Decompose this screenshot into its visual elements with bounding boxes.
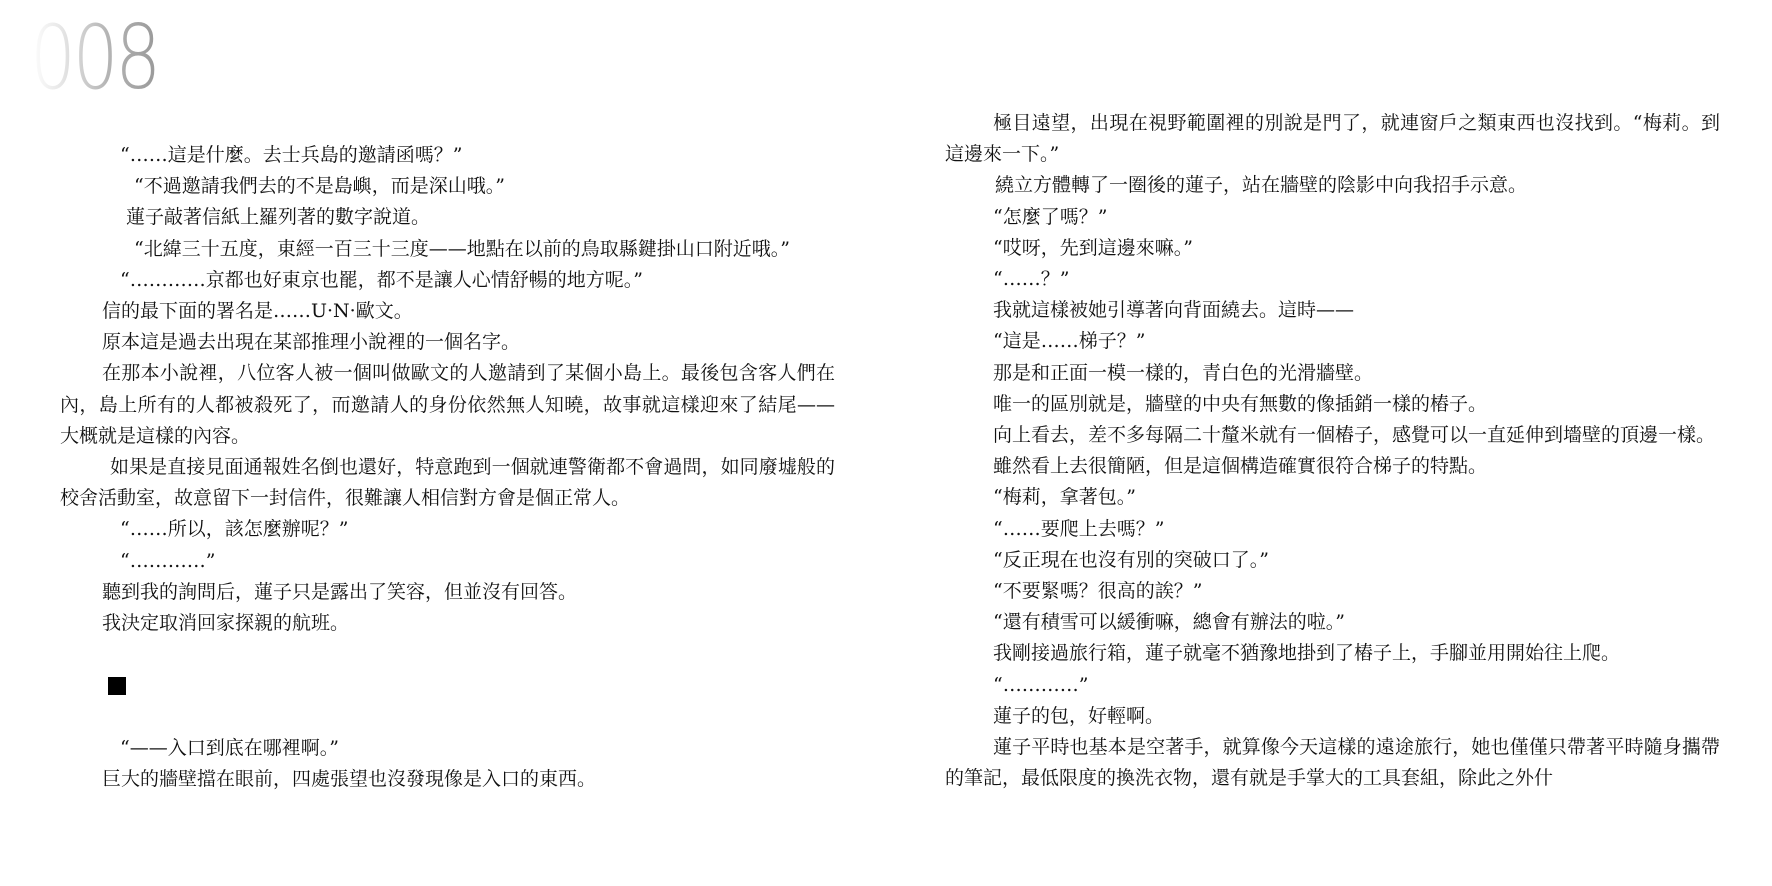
paragraph: 我剛接過旅行箱，蓮子就毫不猶豫地掛到了樁子上，手腳並用開始往上爬。: [993, 642, 1621, 665]
section-break: [60, 670, 835, 701]
paragraph: “……所以，該怎麼辦呢？”: [120, 518, 349, 541]
paragraph: “怎麼了嗎？”: [993, 205, 1108, 228]
paragraph: “梅莉，拿著包。”: [993, 486, 1136, 509]
paragraph: 向上看去，差不多每隔二十釐米就有一個樁子，感覺可以一直延伸到墻壁的頂邊一樣。: [993, 424, 1716, 447]
paragraph: 原本這是過去出現在某部推理小說裡的一個名字。: [102, 331, 521, 354]
paragraph: “……這是什麼。去士兵島的邀請函嗎？”: [120, 144, 463, 166]
paragraph: “——入口到底在哪裡啊。”: [120, 736, 339, 759]
left-column: [60, 140, 835, 795]
paragraph: 聽到我的詢問后，蓮子只是露出了笑容，但並沒有回答。: [102, 580, 578, 603]
page-number: 008: [30, 6, 158, 109]
section-gap: [60, 702, 835, 733]
paragraph: 那是和正面一模一樣的，青白色的光滑牆壁。: [993, 361, 1374, 384]
section-gap: [60, 639, 835, 670]
right-column: [945, 108, 1720, 794]
paragraph: “……要爬上去嗎？”: [993, 517, 1165, 540]
paragraph: 蓮子平時也基本是空著手，就算像今天這樣的遠途旅行，她也僅僅只帶著平時隨身攜帶的筆記，最低限度的換洗衣物，還有就是手掌大的工具套組，除此之外什: [945, 736, 1720, 790]
paragraph: “…………”: [993, 673, 1089, 696]
paragraph: “反正現在也沒有別的突破口了。”: [993, 548, 1269, 571]
paragraph: 在那本小說裡，八位客人被一個叫做歐文的人邀請到了某個小島上。最後包含客人們在內，島上所有的人都被殺死了，而邀請人的身份依然無人知曉，故事就這樣迎來了結尾——大概就是這樣的內容。: [60, 362, 835, 447]
paragraph: 信的最下面的署名是……U·N·歐文。: [102, 300, 413, 323]
paragraph: “還有積雪可以緩衝嘛，總會有辦法的啦。”: [993, 611, 1345, 634]
paragraph: “北緯三十五度，東經一百三十三度——地點在以前的鳥取縣鍵掛山口附近哦。”: [134, 237, 790, 260]
paragraph: 蓮子敲著信紙上羅列著的數字說道。: [126, 206, 431, 229]
paragraph: 極目遠望，出現在視野範圍裡的別說是門了，就連窗戶之類東西也沒找到。“梅莉。到這邊來一下。”: [945, 112, 1720, 166]
paragraph: “不要緊嗎？很高的誒？”: [993, 580, 1203, 603]
paragraph: 如果是直接見面通報姓名倒也還好，特意跑到一個就連警衛都不會過問，如同廢墟般的校舍活動室，故意留下一封信件，很難讓人相信對方會是個正常人。: [60, 456, 835, 510]
paragraph: 我決定取消回家探親的航班。: [102, 612, 350, 635]
paragraph: 蓮子的包，好輕啊。: [993, 704, 1165, 727]
paragraph: 唯一的區別就是，牆壁的中央有無數的像插銷一樣的樁子。: [993, 392, 1488, 415]
paragraph: 繞立方體轉了一圈後的蓮子，站在牆壁的陰影中向我招手示意。: [995, 174, 1528, 197]
section-break-square-icon: [108, 677, 126, 695]
paragraph: “不過邀請我們去的不是島嶼，而是深山哦。”: [134, 175, 505, 198]
paragraph: “哎呀，先到這邊來嘛。”: [993, 236, 1193, 259]
paragraph: 我就這樣被她引導著向背面繞去。這時——: [993, 299, 1355, 322]
paragraph: 雖然看上去很簡陋，但是這個構造確實很符合梯子的特點。: [993, 455, 1488, 478]
paragraph: “……？”: [993, 268, 1070, 291]
paragraph: 巨大的牆壁擋在眼前，四處張望也沒發現像是入口的東西。: [102, 768, 597, 791]
paragraph: “…………京都也好東京也罷，都不是讓人心情舒暢的地方呢。”: [120, 268, 643, 291]
paragraph: “這是……梯子？”: [993, 330, 1146, 353]
paragraph: “…………”: [120, 549, 216, 572]
